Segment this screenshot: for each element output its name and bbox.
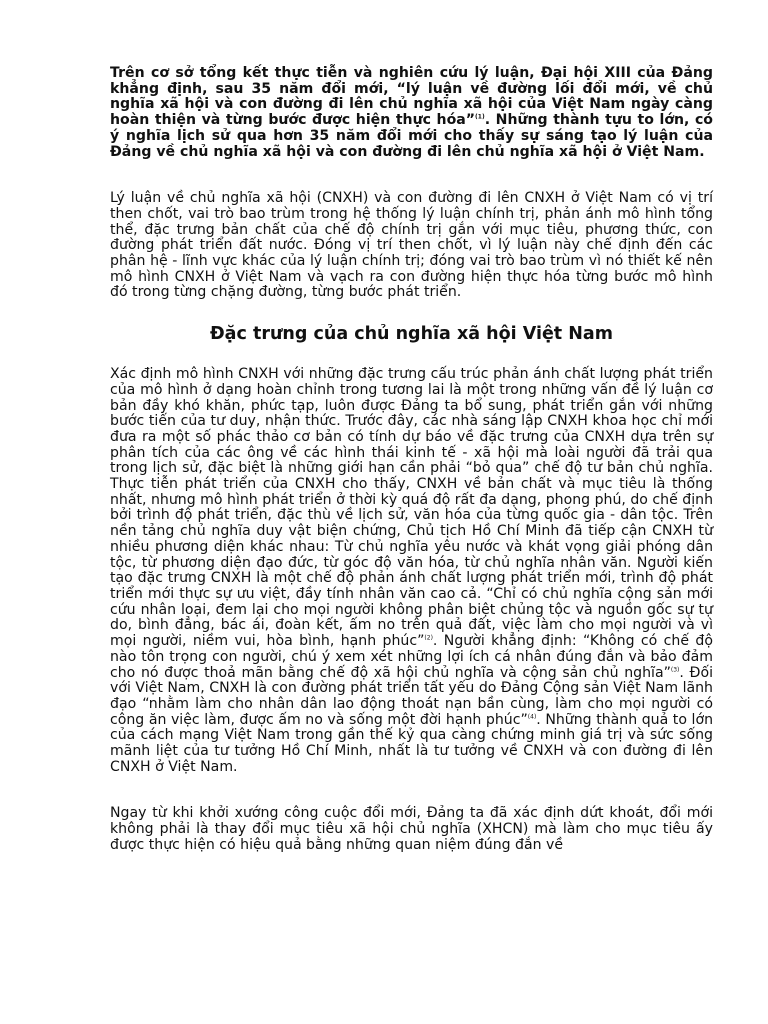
- intro-paragraph: [110, 66, 713, 160]
- body-paragraph-3: Ngay từ khi khởi xướng công cuộc đổi mới, Đảng ta đã xác định dứt khoát, đổi mới không phải là thay đổi mục tiêu xã hội chủ nghĩa (XHCN) mà làm cho mục tiêu ấy được thực hiện có hiệu quả bằng những quan niệm đúng đắn về: [110, 805, 713, 853]
- body-paragraph-1: Lý luận về chủ nghĩa xã hội (CNXH) và con đường đi lên CNXH ở Việt Nam có vị trí then chốt, vai trò bao trùm trong hệ thống lý luận chính trị, phản ánh mô hình tổng thể, đặc trưng bản chất của chế độ chính trị gắn với mục tiêu, phương thức, con đường phát triển đất nước. Đóng vị trí then chốt, vì lý luận này chế định đến các phân hệ - lĩnh vực khác của lý luận chính trị; đóng vai trò bao trùm vì nó thiết kế nên mô hình CNXH ở Việt Nam và vạch ra con đường hiện thực hóa từng bước mô hình đó trong từng chặng đường, từng bước phát triển.: [110, 190, 713, 301]
- footnote-ref-1[interactable]: (1): [475, 113, 485, 121]
- intro-text-continued: . Những thành tựu to lớn, có ý nghĩa lịch sử qua hơn 35 năm đổi mới cho thấy sự sáng tạo lý luận của Đảng về chủ nghĩa xã hội và con đường đi lên chủ nghĩa xã hội ở Việt Nam.: [110, 112, 713, 160]
- paragraph-text: Xác định mô hình CNXH với những đặc trưng cấu trúc phản ánh chất lượng phát triển của mô hình ở dạng hoàn chỉnh trong tương lai là một trong những vấn đề lý luận cơ bản đầy khó khăn, phức tạp, luôn được Đảng ta bổ sung, phát triển gắn với những bước tiến của tư duy, nhận thức. Trước đây, các nhà sáng lập CNXH khoa học chỉ mới đưa ra một số phác thảo cơ bản có tính dự báo về đặc trưng của CNXH dựa trên sự phân tích của các ông về các hình thái kinh tế - xã hội mà loài người đã trải qua trong lịch sử, đặc biệt là những giới hạn cần phải “bỏ qua” chế độ tư bản chủ nghĩa. Thực tiễn phát triển của CNXH cho thấy, CNXH về bản chất và mục tiêu là thống nhất, nhưng mô hình phát triển ở thời kỳ quá độ rất đa dạng, phong phú, do chế định bởi trình độ phát triển, đặc thù về lịch sử, văn hóa của từng quốc gia - dân tộc. Trên nền tảng chủ nghĩa duy vật biện chứng, Chủ tịch Hồ Chí Minh đã tiếp cận CNXH từ nhiều phương diện khác nhau: Từ chủ nghĩa yêu nước và khát vọng giải phóng dân tộc, từ phương diện đạo đức, từ góc độ văn hóa, từ chủ nghĩa nhân văn. Người kiến tạo đặc trưng CNXH là một chế độ phản ánh chất lượng phát triển mới, trình độ phát triển mới thực sự ưu việt, đầy tính nhân văn cao cả. “Chỉ có chủ nghĩa cộng sản mới cứu nhân loại, đem lại cho mọi người không phân biệt chủng tộc và nguồn gốc sự tự do, bình đẳng, bác ái, đoàn kết, ấm no trên quả đất, việc làm cho mọi người và vì mọi người, niềm vui, hòa bình, hạnh phúc”: [110, 366, 713, 650]
- footnote-ref-3[interactable]: (3): [670, 665, 680, 673]
- paragraph-text: . Những thành quả to lớn của cách mạng Việt Nam trong gần thế kỷ qua càng chứng minh giá trị và sức sống mãnh liệt của tư tưởng Hồ Chí Minh, nhất là tư tưởng về CNXH và con đường đi lên CNXH ở Việt Nam.: [110, 711, 714, 775]
- section-heading: Đặc trưng của chủ nghĩa xã hội Việt Nam: [210, 324, 613, 345]
- paragraph-text: . Đối với Việt Nam, CNXH là con đường phát triển tất yếu do Đảng Cộng sản Việt Nam lãnh đạo “nhằm làm cho nhân dân lao động thoát nạn bần cùng, làm cho mọi người có công ăn việc làm, được ấm no và sống một đời hạnh phúc”: [110, 664, 713, 728]
- footnote-ref-2[interactable]: (2): [424, 634, 433, 642]
- intro-text: Trên cơ sở tổng kết thực tiễn và nghiên cứu lý luận, Đại hội XIII của Đảng khẳng định, sau 35 năm đổi mới, “lý luận về đường lối đổi mới, về chủ nghĩa xã hội và con đường đi lên chủ nghĩa xã hội của Việt Nam ngày càng hoàn thiện và từng bước được hiện thực hóa”: [110, 65, 713, 129]
- footnote-ref-4[interactable]: (4): [527, 712, 537, 720]
- paragraph-text: . Người khẳng định: “Không có chế độ nào tôn trọng con người, chú ý xem xét những lợi ích cá nhân đúng đắn và bảo đảm cho nó được thoả mãn bằng chế độ xã hội chủ nghĩa và cộng sản chủ nghĩa”: [110, 633, 713, 681]
- body-paragraph-2: [110, 367, 713, 775]
